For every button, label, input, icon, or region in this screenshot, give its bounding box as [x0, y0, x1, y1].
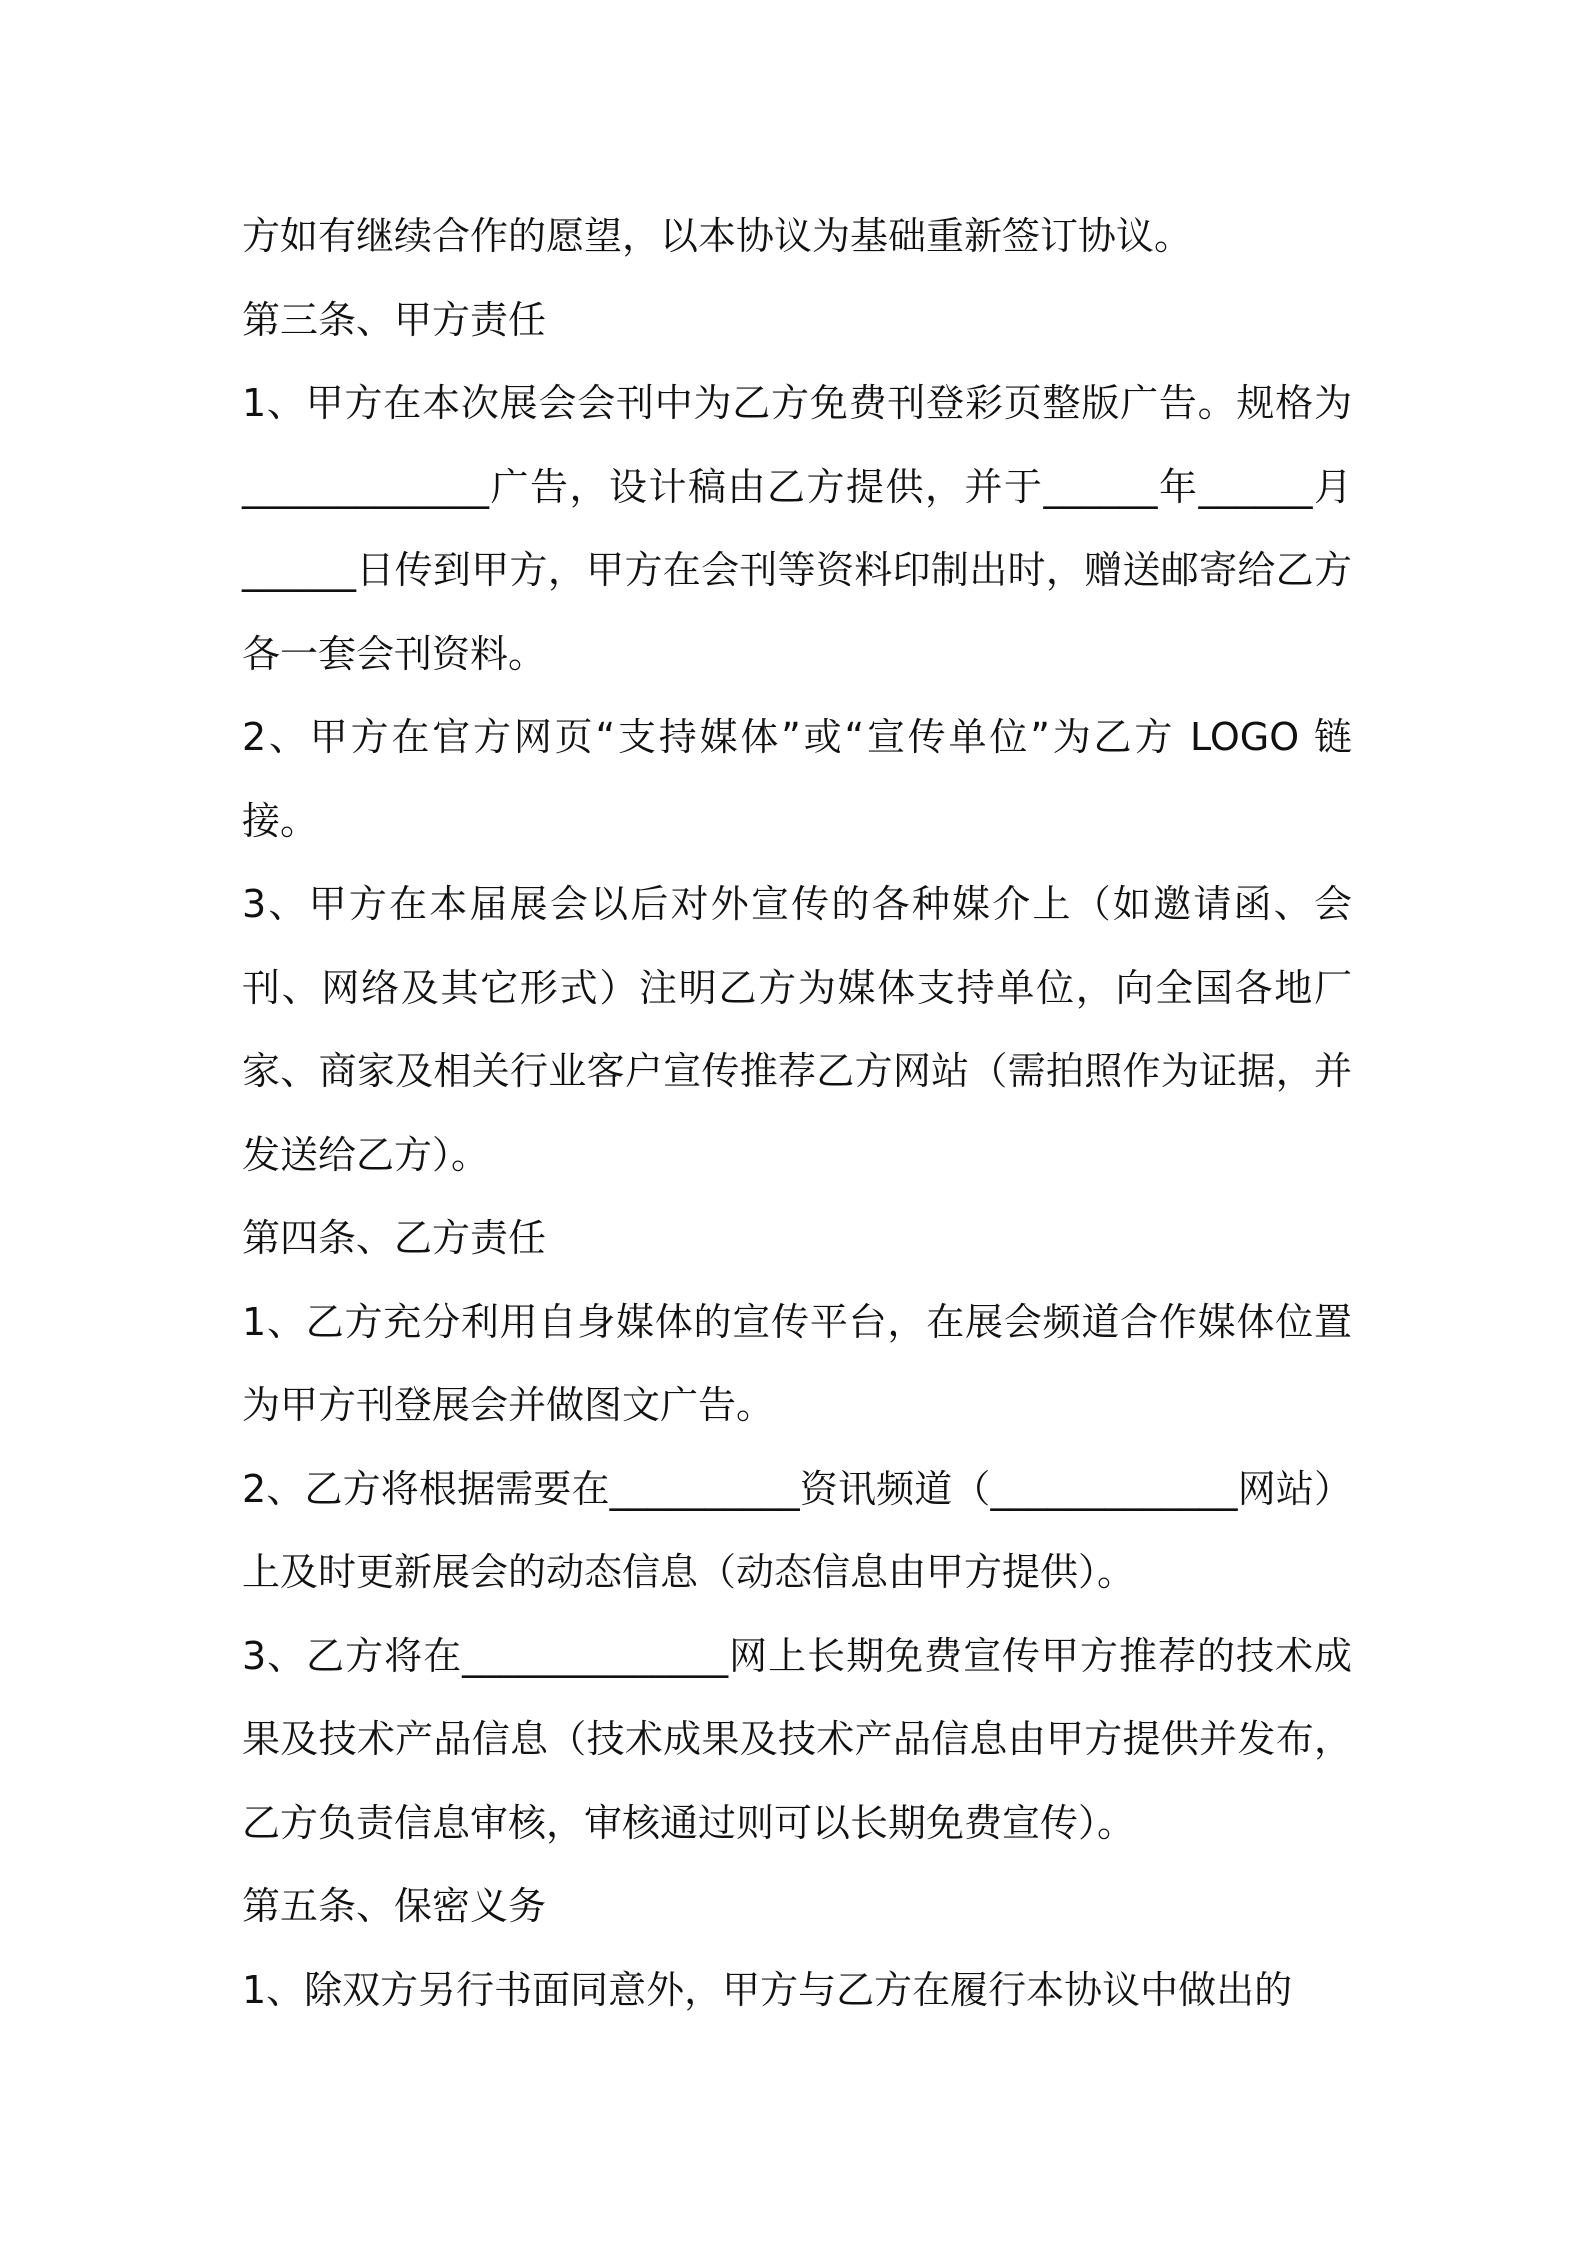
clause-4-2: 2、乙方将根据需要在__________资讯频道（_____________网站）上及时更新展会的动态信息（动态信息由甲方提供）。 [242, 1466, 1352, 1594]
clause-5-1: 1、除双方另行书面同意外，甲方与乙方在履行本协议中做出的 [242, 1967, 1293, 2012]
paragraph-continuation: 方如有继续合作的愿望，以本协议为基础重新签订协议。 [242, 214, 1193, 258]
clause-3-3: 3、甲方在本届展会以后对外宣传的各种媒介上（如邀请函、会刊、网络及其它形式）注明乙方为媒体支持单位，向全国各地厂家、商家及相关行业客户宣传推荐乙方网站（需拍照作为证据，并发送给乙方）。 [242, 882, 1352, 1177]
document-body [242, 195, 1352, 2032]
clause-3-1: 1、甲方在本次展会会刊中为乙方免费刊登彩页整版广告。规格为_____________广告，设计稿由乙方提供，并于______年______月______日传到甲方，甲方在会刊等资料印制出时，赠送邮寄给乙方各一套会刊资料。 [242, 381, 1352, 676]
section-heading-article-3: 第三条、甲方责任 [242, 297, 547, 342]
clause-4-1: 1、乙方充分利用自身媒体的宣传平台，在展会频道合作媒体位置为甲方刊登展会并做图文广告。 [242, 1299, 1352, 1427]
clause-3-2: 2、甲方在官方网页“支持媒体”或“宣传单位”为乙方 LOGO 链接。 [242, 715, 1352, 843]
section-heading-article-5: 第五条、保密义务 [242, 1884, 547, 1928]
section-heading-article-4: 第四条、乙方责任 [242, 1216, 547, 1260]
clause-4-3: 3、乙方将在______________网上长期免费宣传甲方推荐的技术成果及技术产品信息（技术成果及技术产品信息由甲方提供并发布，乙方负责信息审核，审核通过则可以长期免费宣传）。 [242, 1633, 1352, 1845]
